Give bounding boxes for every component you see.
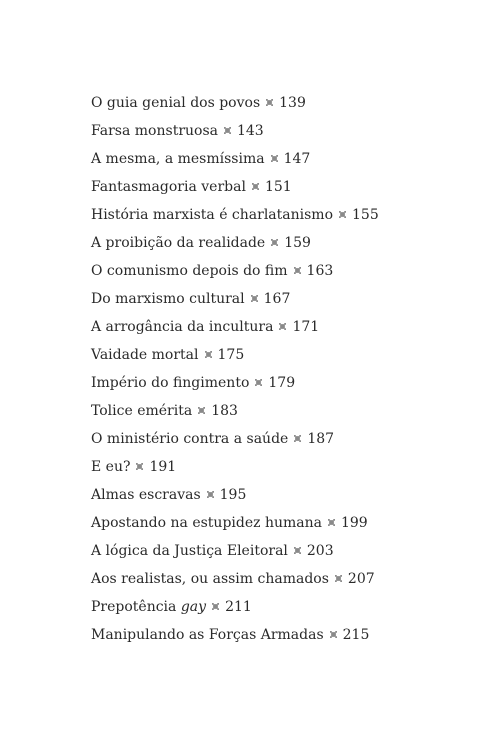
toc-entry xyxy=(91,484,379,512)
toc-entry xyxy=(91,260,379,288)
separator-ornament-icon xyxy=(294,435,301,442)
toc-entry-page: 147 xyxy=(283,151,311,167)
toc-entry-title: A arrogância da incultura xyxy=(91,319,274,335)
toc-entry xyxy=(91,512,379,540)
toc-entry-title: A mesma, a mesmíssima xyxy=(91,151,265,167)
toc-entry-title: Almas escravas xyxy=(91,487,201,503)
toc-entry xyxy=(91,232,379,260)
separator-ornament-icon xyxy=(328,519,335,526)
separator-ornament-icon xyxy=(266,99,273,106)
table-of-contents xyxy=(91,92,379,652)
toc-entry-title: A proibição da realidade xyxy=(91,235,266,251)
toc-entry-page: 163 xyxy=(306,263,334,279)
toc-entry-page: 143 xyxy=(236,123,264,139)
separator-ornament-icon xyxy=(136,463,143,470)
toc-entry-page: 203 xyxy=(306,543,334,559)
toc-entry-title: Império do fingimento xyxy=(91,375,250,391)
separator-ornament-icon xyxy=(207,491,214,498)
toc-entry-title: O comunismo depois do fim xyxy=(91,263,288,279)
toc-entry-title: Aos realistas, ou assim chamados xyxy=(91,571,329,587)
toc-entry-title: Apostando na estupidez humana xyxy=(91,515,322,531)
toc-entry-title: A lógica da Justiça Eleitoral xyxy=(91,543,288,559)
separator-ornament-icon xyxy=(252,183,259,190)
separator-ornament-icon xyxy=(330,631,337,638)
toc-entry-title-italic: gay xyxy=(180,599,207,615)
separator-ornament-icon xyxy=(294,267,301,274)
toc-entry xyxy=(91,148,379,176)
toc-entry xyxy=(91,316,379,344)
toc-entry-page: 199 xyxy=(340,515,368,531)
toc-entry-page: 207 xyxy=(347,571,375,587)
separator-ornament-icon xyxy=(294,547,301,554)
toc-entry-page: 215 xyxy=(342,627,370,643)
toc-entry-page: 175 xyxy=(217,347,245,363)
toc-entry-page: 171 xyxy=(292,319,320,335)
toc-entry-title: Vaidade mortal xyxy=(91,347,199,363)
toc-entry-title: História marxista é charlatanismo xyxy=(91,207,333,223)
toc-entry-page: 211 xyxy=(225,599,252,615)
toc-entry-page: 187 xyxy=(307,431,335,447)
toc-entry-title: O ministério contra a saúde xyxy=(91,431,289,447)
toc-entry-title-prefix: Prepotência xyxy=(91,599,181,615)
toc-entry-title: Do marxismo cultural xyxy=(91,291,245,307)
toc-entry xyxy=(91,344,379,372)
toc-entry-page: 191 xyxy=(149,459,177,475)
toc-entry xyxy=(91,120,379,148)
toc-entry xyxy=(91,288,379,316)
toc-entry-title: Fantasmagoria verbal xyxy=(91,179,246,195)
toc-entry-page: 139 xyxy=(279,95,306,111)
toc-entry-title: Tolice emérita xyxy=(91,403,193,419)
toc-entry xyxy=(91,372,379,400)
toc-entry-page: 183 xyxy=(211,403,238,419)
toc-entry xyxy=(91,92,379,120)
toc-entry xyxy=(91,176,379,204)
separator-ornament-icon xyxy=(339,211,346,218)
toc-entry xyxy=(91,568,379,596)
toc-entry xyxy=(91,428,379,456)
separator-ornament-icon xyxy=(279,323,286,330)
toc-entry-page: 151 xyxy=(264,179,292,195)
separator-ornament-icon xyxy=(251,295,258,302)
separator-ornament-icon xyxy=(255,379,262,386)
toc-entry xyxy=(91,540,379,568)
toc-entry-page: 179 xyxy=(268,375,296,391)
separator-ornament-icon xyxy=(224,127,231,134)
toc-entry-title: E eu? xyxy=(91,459,131,475)
toc-entry-page: 167 xyxy=(263,291,291,307)
separator-ornament-icon xyxy=(271,239,278,246)
toc-entry xyxy=(91,596,379,624)
toc-entry-page: 155 xyxy=(352,207,379,223)
toc-entry-title: Farsa monstruosa xyxy=(91,123,218,139)
separator-ornament-icon xyxy=(205,351,212,358)
separator-ornament-icon xyxy=(198,407,205,414)
toc-entry xyxy=(91,624,379,652)
separator-ornament-icon xyxy=(212,603,219,610)
toc-entry-page: 195 xyxy=(219,487,247,503)
toc-entry-page: 159 xyxy=(284,235,311,251)
toc-entry xyxy=(91,204,379,232)
separator-ornament-icon xyxy=(335,575,342,582)
toc-entry xyxy=(91,456,379,484)
separator-ornament-icon xyxy=(271,155,278,162)
toc-entry-title: Manipulando as Forças Armadas xyxy=(91,627,324,643)
toc-entry xyxy=(91,400,379,428)
toc-entry-title: O guia genial dos povos xyxy=(91,95,261,111)
